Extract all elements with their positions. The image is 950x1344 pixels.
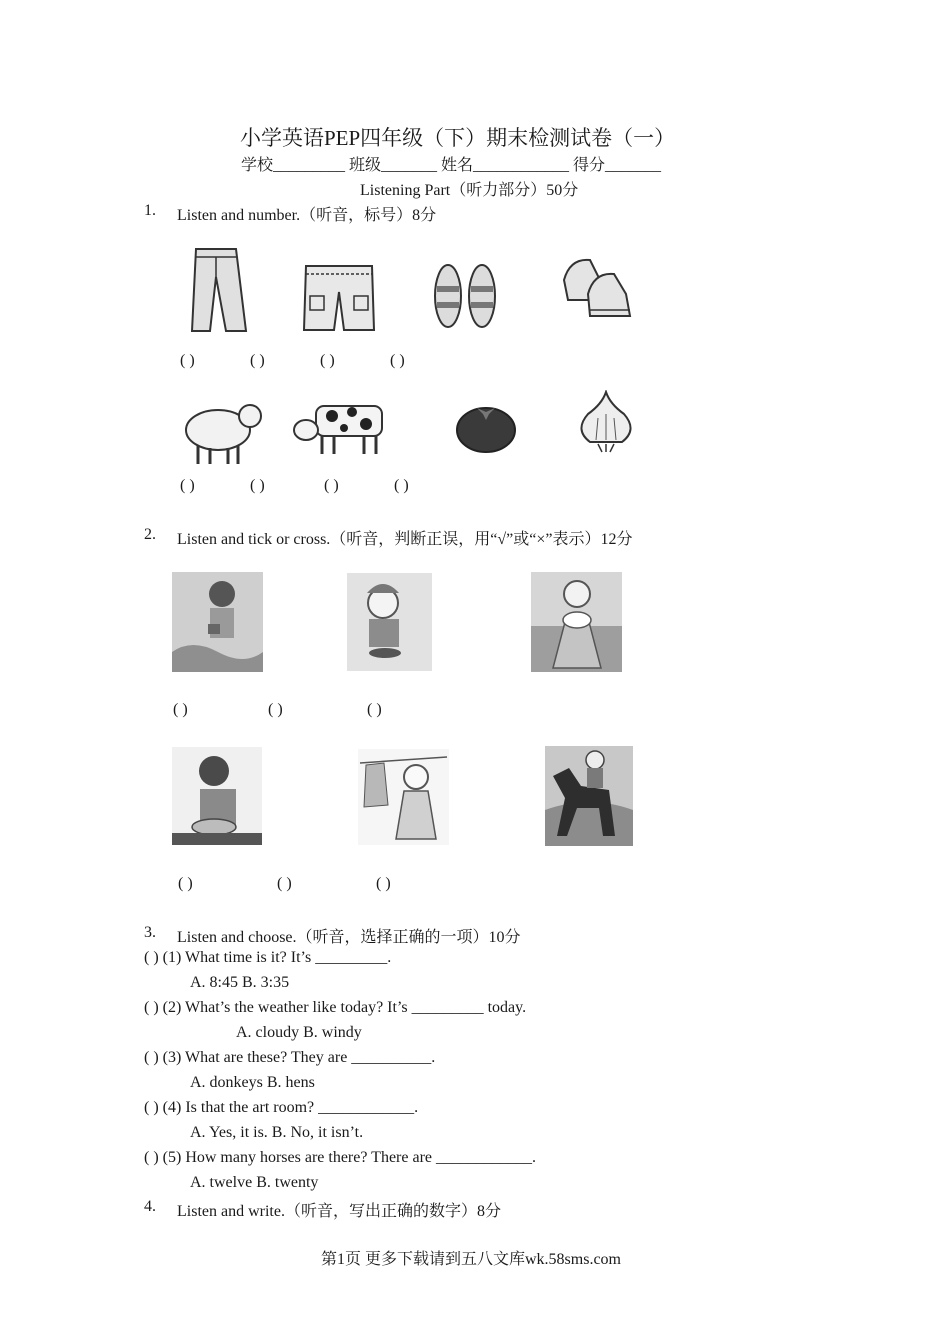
onion-icon <box>576 390 636 454</box>
answer-blank[interactable]: ( ) <box>178 875 193 892</box>
answer-blank[interactable]: ( ) <box>320 352 335 369</box>
choice-question-stem: ( ) (1) What time is it? It’s _________. <box>144 949 392 966</box>
choice-options: A. twelve B. twenty <box>190 1174 319 1191</box>
answer-blank[interactable]: ( ) <box>250 477 265 494</box>
question-number: 2. <box>144 526 156 543</box>
choice-question-stem: ( ) (5) How many horses are there? There are ____________. <box>144 1149 537 1166</box>
answer-blank[interactable]: ( ) <box>324 477 339 494</box>
cow-icon <box>292 398 394 456</box>
girl-eating-picture <box>347 573 432 671</box>
section-heading: Listening Part（听力部分）50分 <box>360 182 579 199</box>
answer-blank[interactable]: ( ) <box>376 875 391 892</box>
page-title: 小学英语PEP四年级（下）期末检测试卷（一） <box>240 126 676 150</box>
boy-riding-horse-picture <box>545 746 633 846</box>
question-4-text: Listen and write.（听音，写出正确的数字）8分 <box>177 1203 501 1220</box>
answer-blank[interactable]: ( ) <box>367 701 382 718</box>
girl-holding-lamb-picture <box>531 572 622 672</box>
shorts-icon <box>302 262 376 334</box>
choice-options: A. cloudy B. windy <box>236 1024 362 1041</box>
answer-blank[interactable]: ( ) <box>173 701 188 718</box>
girl-hanging-clothes-picture <box>358 749 449 845</box>
answer-blank[interactable]: ( ) <box>394 477 409 494</box>
question-2-text: Listen and tick or cross.（听音，判断正误，用“√”或“×”表示）12分 <box>177 531 633 548</box>
question-1-text: Listen and number.（听音，标号）8分 <box>177 207 437 224</box>
sandals-icon <box>430 262 500 330</box>
choice-question-stem: ( ) (2) What’s the weather like today? It’s _________ today. <box>144 999 527 1016</box>
choice-question-stem: ( ) (3) What are these? They are __________. <box>144 1049 436 1066</box>
tomato-icon <box>455 400 517 454</box>
boy-washing-picture <box>172 747 262 845</box>
answer-blank[interactable]: ( ) <box>268 701 283 718</box>
trousers-icon <box>188 247 248 335</box>
choice-options: A. Yes, it is. B. No, it isn’t. <box>190 1124 364 1141</box>
choice-options: A. 8:45 B. 3:35 <box>190 974 290 991</box>
question-number: 1. <box>144 202 156 219</box>
student-info-line: 学校_________ 班级_______ 姓名____________ 得分_______ <box>241 157 662 174</box>
sneakers-icon <box>560 250 634 322</box>
answer-blank[interactable]: ( ) <box>180 352 195 369</box>
answer-blank[interactable]: ( ) <box>277 875 292 892</box>
answer-blank[interactable]: ( ) <box>390 352 405 369</box>
girl-watering-flowers-picture <box>172 572 263 672</box>
choice-question-stem: ( ) (4) Is that the art room? ____________. <box>144 1099 419 1116</box>
answer-blank[interactable]: ( ) <box>250 352 265 369</box>
page-footer: 第1页 更多下载请到五八文库wk.58sms.com <box>321 1251 622 1268</box>
answer-blank[interactable]: ( ) <box>180 477 195 494</box>
choice-options: A. donkeys B. hens <box>190 1074 315 1091</box>
question-number: 3. <box>144 924 156 941</box>
question-3-text: Listen and choose.（听音，选择正确的一项）10分 <box>177 929 521 946</box>
sheep-icon <box>180 398 264 466</box>
question-number: 4. <box>144 1198 156 1215</box>
